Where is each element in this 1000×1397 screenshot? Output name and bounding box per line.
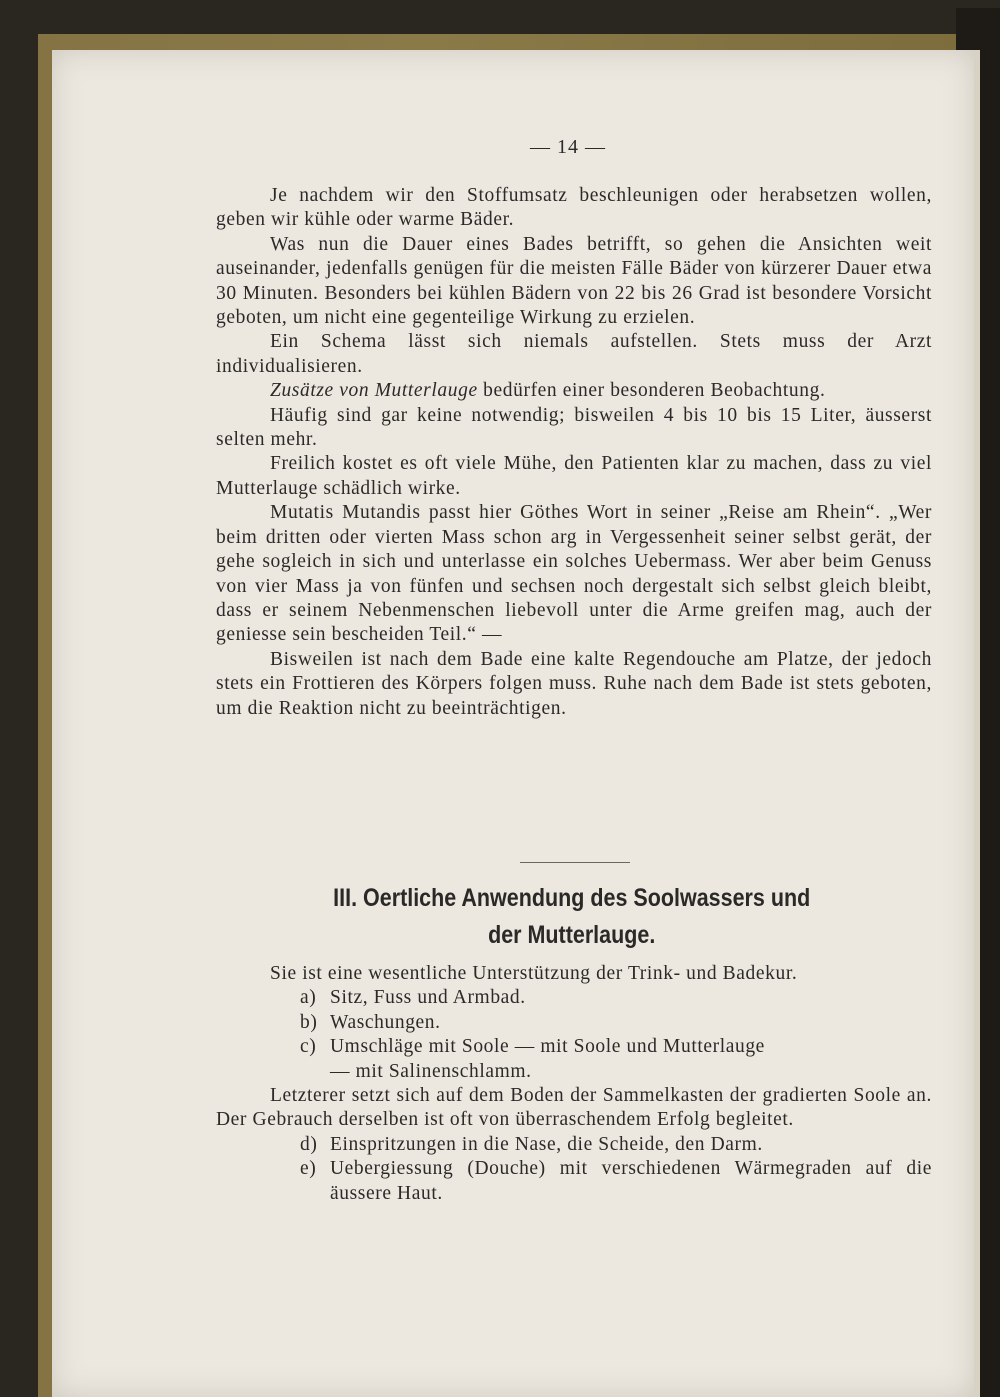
list-item bbox=[300, 986, 932, 1010]
paragraph-rest: bedürfen einer besonderen Beobachtung. bbox=[477, 380, 826, 402]
paragraph-goethe-quote: Mutatis Mutandis passt hier Göthes Wort in seiner „Reise am Rhein“. „Wer beim dritten oder vierten Mass schon arg in Vergessenheit seiner selbst gerät, der gehe sogleich in sich und unterlasse ein solches Uebermass. Wer aber beim Genuss von vier Mass ja von fünfen und sechsen noch dergestalt sich selbst gleich bleibt, dass er seinem Nebenmenschen liebevoll unter die Arme greifen mag, auch der geniesse sein bescheiden Teil.“ — bbox=[216, 502, 932, 646]
list-text: Waschungen. bbox=[330, 1011, 441, 1033]
list-label: e) bbox=[300, 1158, 317, 1180]
list-item bbox=[300, 1011, 932, 1035]
list-label: d) bbox=[300, 1133, 318, 1155]
heading-line-1: III. Oertliche Anwendung des Soolwassers und bbox=[333, 884, 811, 912]
paragraph: Was nun die Dauer eines Bades betrifft, so gehen die Ansichten weit auseinander, jedenfalls genügen für die meisten Fälle Bäder von kürzerer Dauer etwa 30 Minuten. Besonders bei kühlen Bädern von 22 bis 26 Grad ist besondere Vorsicht geboten, um nicht eine gegenteilige Wirkung zu erzielen. bbox=[216, 233, 932, 329]
body-text-lower bbox=[216, 962, 932, 1206]
paragraph: Je nachdem wir den Stoffumsatz beschleunigen oder herabsetzen wollen, geben wir kühle oder warme Bäder. bbox=[216, 185, 932, 231]
paragraph: Bisweilen ist nach dem Bade eine kalte Regendouche am Platze, der jedoch stets ein Frottieren des Körpers folgen muss. Ruhe nach dem Bade ist stets geboten, um die Reaktion nicht zu beeinträchtigen. bbox=[216, 648, 932, 719]
list-text: Sitz, Fuss und Armbad. bbox=[330, 987, 526, 1009]
list-text: Umschläge mit Soole — mit Soole und Mutterlauge bbox=[330, 1036, 765, 1058]
list-label: a) bbox=[300, 987, 317, 1009]
application-list bbox=[216, 986, 932, 1084]
page-number: — 14 — bbox=[530, 136, 606, 158]
paragraph: Ein Schema lässt sich niemals aufstellen. Stets muss der Arzt individualisieren. bbox=[216, 331, 932, 377]
list-item bbox=[300, 1157, 932, 1206]
application-list-2 bbox=[216, 1133, 932, 1206]
list-text: Einspritzungen in die Nase, die Scheide, den Darm. bbox=[330, 1133, 763, 1155]
list-text: Uebergiessung (Douche) mit verschiedenen Wärmegraden auf die äussere Haut. bbox=[330, 1158, 932, 1204]
italic-term: Zusätze von Mutterlauge bbox=[270, 380, 478, 402]
list-text-continued: — mit Salinenschlamm. bbox=[330, 1060, 532, 1082]
heading-line-2: der Mutterlauge. bbox=[488, 921, 656, 949]
paragraph: Freilich kostet es oft viele Mühe, den Patienten klar zu machen, dass zu viel Mutterlauge schädlich wirke. bbox=[216, 453, 932, 499]
paragraph: Häufig sind gar keine notwendig; bisweilen 4 bis 10 bis 15 Liter, äusserst selten mehr. bbox=[216, 404, 932, 451]
section-heading bbox=[232, 880, 911, 954]
paragraph-zusaetze bbox=[216, 379, 932, 403]
list-item bbox=[300, 1035, 932, 1059]
page-edge bbox=[974, 50, 980, 1397]
paragraph-intro: Sie ist eine wesentliche Unterstützung der Trink- und Badekur. bbox=[270, 963, 798, 984]
list-label: c) bbox=[300, 1036, 317, 1058]
list-item bbox=[300, 1133, 932, 1157]
section-divider bbox=[520, 862, 630, 863]
list-label: b) bbox=[300, 1011, 318, 1033]
paragraph-letzterer: Letzterer setzt sich auf dem Boden der Sammelkasten der gradierten Soole an. Der Gebrauch derselben ist oft von überraschendem Erfolg begleitet. bbox=[216, 1085, 932, 1131]
body-text-upper bbox=[216, 184, 932, 721]
